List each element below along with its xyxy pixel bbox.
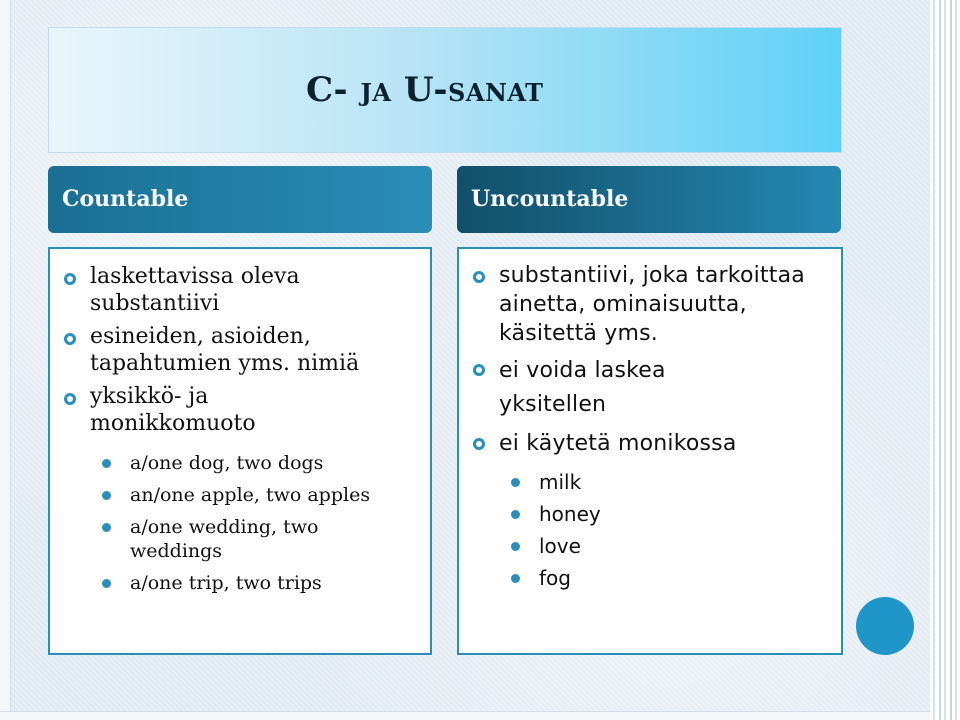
list-item-text: an/one apple, two apples — [130, 484, 371, 506]
countable-list — [50, 249, 430, 595]
list-item — [50, 515, 390, 563]
dot-bullet-icon — [511, 510, 520, 519]
list-item-text: love — [539, 534, 581, 558]
ring-bullet-icon — [473, 438, 485, 450]
dot-bullet-icon — [102, 579, 111, 588]
list-item — [459, 354, 729, 422]
list-item — [50, 451, 430, 475]
slide-right-stripe — [930, 0, 960, 720]
list-item-text: a/one wedding, two weddings — [130, 516, 319, 562]
list-item — [459, 502, 841, 526]
decorative-circle — [856, 597, 914, 655]
slide-left-border — [0, 0, 11, 720]
slide-title: C- ja U-sanat — [306, 70, 544, 110]
dot-bullet-icon — [511, 478, 520, 487]
uncountable-header: Uncountable — [457, 166, 841, 233]
list-item — [459, 566, 841, 590]
ring-bullet-icon — [473, 271, 485, 283]
list-item — [50, 483, 430, 507]
ring-bullet-icon — [64, 273, 76, 285]
dot-bullet-icon — [102, 523, 111, 532]
list-item-text: fog — [539, 566, 571, 590]
list-item — [50, 263, 340, 317]
uncountable-list — [459, 249, 841, 590]
list-item — [459, 470, 841, 494]
list-item — [459, 534, 841, 558]
uncountable-box — [457, 247, 843, 655]
slide-bottom-border — [0, 711, 930, 720]
list-item-text: milk — [539, 470, 582, 494]
list-item-text: a/one dog, two dogs — [130, 452, 324, 474]
countable-box — [48, 247, 432, 655]
list-item — [459, 428, 841, 460]
ring-bullet-icon — [64, 333, 76, 345]
ring-bullet-icon — [64, 393, 76, 405]
list-item-text: honey — [539, 502, 601, 526]
list-item-text: yksikkö- ja monikkomuoto — [90, 384, 256, 436]
list-item — [50, 383, 320, 437]
list-item-text: substantiivi, joka tarkoittaa ainetta, ominaisuutta, käsitettä yms. — [499, 263, 805, 346]
list-item-text: ei voida laskea yksitellen — [499, 358, 666, 417]
list-item-text: ei käytetä monikossa — [499, 431, 737, 456]
list-item-text: esineiden, asioiden, tapahtumien yms. nimiä — [90, 324, 360, 376]
list-item — [50, 571, 430, 595]
dot-bullet-icon — [511, 574, 520, 583]
ring-bullet-icon — [473, 364, 485, 376]
dot-bullet-icon — [511, 542, 520, 551]
list-item — [459, 261, 819, 348]
dot-bullet-icon — [102, 459, 111, 468]
list-item-text: laskettavissa oleva substantiivi — [90, 264, 300, 316]
dot-bullet-icon — [102, 491, 111, 500]
list-item-text: a/one trip, two trips — [130, 572, 322, 594]
countable-header: Countable — [48, 166, 432, 233]
list-item — [50, 323, 380, 377]
